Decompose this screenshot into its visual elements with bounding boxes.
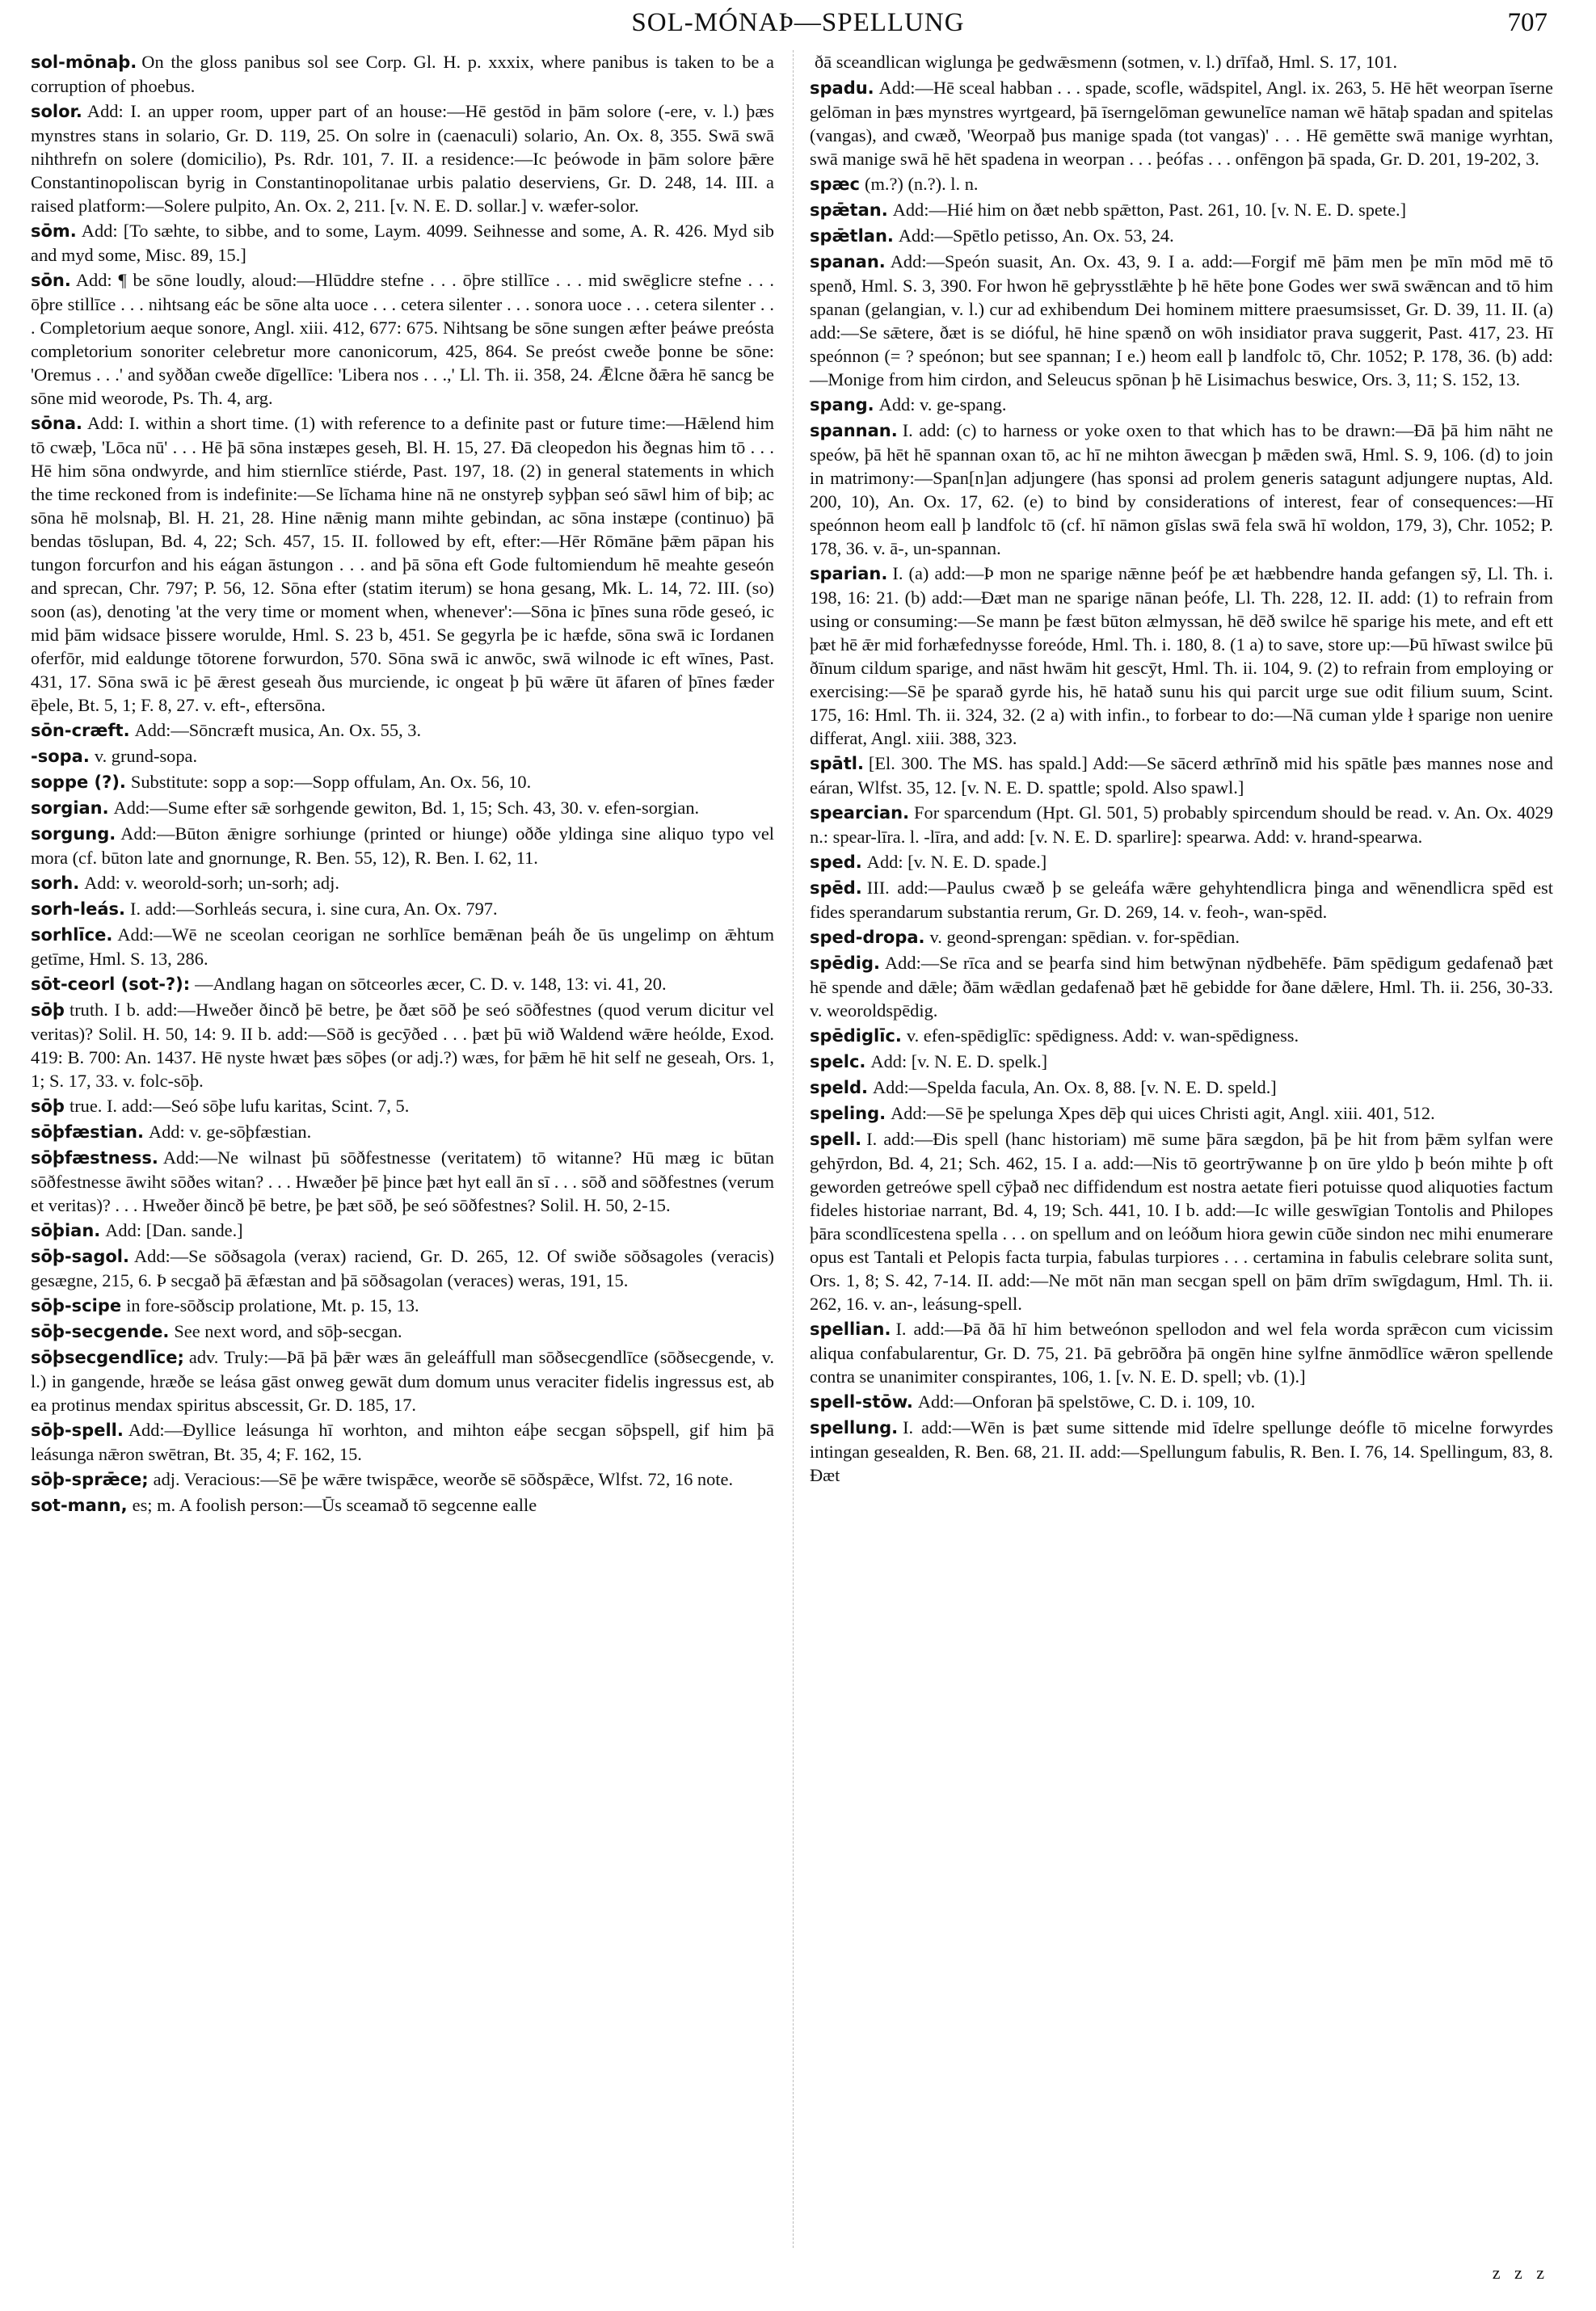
entry-text: in fore-sōðscip prolatione, Mt. p. 15, 13. bbox=[126, 1295, 419, 1315]
entry-text: Add:—Spētlo petisso, An. Ox. 53, 24. bbox=[898, 225, 1174, 246]
entry-text: I. add:—Sorhleás secura, i. sine cura, An. Ox. 797. bbox=[130, 899, 498, 919]
entry-text: Add: v. ge-spang. bbox=[878, 394, 1007, 415]
entry-headword: sōþsecgendlīce; bbox=[31, 1348, 184, 1367]
entry-text: I. add: (c) to harness or yoke oxen to that which has to be drawn:—Ðā þā him nāht ne speów, þā hēt hē spannan oxan tō, ac hī ne mihton āwecgan þ mǣden swā, Hml. S. 9, 106. (d) to join in matrimony:—Span[n]an adjungere (has sponsi ad prolem generis satagunt adjungere nuptas, Ald. 200, 10), An. Ox. 17, 62. (e) to bind by considerations of interest, fear of consequences:—Hī speónnon heom eall þ landfolc tō (cf. hī nāmon gīslas swā fela swā hī woldon, 179, 3), Chr. 1052; P. 178, 36. v. ā-, un-spannan. bbox=[810, 420, 1553, 558]
dictionary-entry bbox=[31, 268, 774, 410]
right-column bbox=[810, 50, 1553, 1488]
dictionary-entry bbox=[31, 897, 774, 921]
entry-headword: spēd. bbox=[810, 878, 862, 898]
dictionary-entry bbox=[31, 1418, 774, 1466]
entry-text: Add:—Se sōðsagola (verax) raciend, Gr. D. 265, 12. Of swiðe sōðsagoles (veracis) gesægne, 215, 6. Þ secgað þā ǣfæstan and þā sōðsagolan (veraces) weras, 191, 15. bbox=[31, 1246, 774, 1290]
entry-text: v. efen-spēdiglīc: spēdigness. Add: v. wan-spēdigness. bbox=[906, 1025, 1299, 1046]
entry-text: es; m. A foolish person:—Ūs sceamað tō segcenne ealle bbox=[132, 1495, 537, 1515]
entry-headword: spēdiglīc. bbox=[810, 1026, 902, 1046]
dictionary-entry bbox=[31, 1493, 774, 1518]
entry-text: Add:—Ðyllice leásunga hī worhton, and mihton eáþe secgan sōþspell, gif him þā leásunga nǣron swētran, Bt. 35, 4; F. 162, 15. bbox=[31, 1420, 774, 1464]
entry-text: Add:—Hié him on ðæt nebb spǣtton, Past. 261, 10. [v. N. E. D. spete.] bbox=[892, 200, 1407, 220]
entry-text: true. I. add:—Seó sōþe lufu karitas, Scint. 7, 5. bbox=[69, 1096, 410, 1116]
entry-text: Add:—Sume efter sǣ sorhgende gewiton, Bd. 1, 15; Sch. 43, 30. v. efen-sorgian. bbox=[113, 798, 700, 818]
dictionary-entry bbox=[810, 419, 1553, 560]
entry-text: I. add:—Þā ðā hī him betweónon spellodon and wel fela worda sprǣcon cum vicissim aliqua confabularentur, Gr. D. 75, 21. Þā gebrōðra þā ongēn hine sylfne ānmōdlīce wǣron spellende contra se unanimiter conspirantes, 106, 1. [v. N. E. D. spell; vb. (1).] bbox=[810, 1319, 1553, 1387]
dictionary-entry bbox=[31, 770, 774, 794]
entry-headword: sol-mōnaþ. bbox=[31, 53, 137, 72]
entry-headword: spellung. bbox=[810, 1418, 899, 1438]
entry-text: Add:—Onforan þā spelstōwe, C. D. i. 109, 10. bbox=[917, 1391, 1256, 1412]
entry-text: Add: v. weorold-sorh; un-sorh; adj. bbox=[84, 873, 339, 893]
entry-text: Add:—Wē ne sceolan ceorigan ne sorhlīce bemǣnan þeáh ðe ūs ungelimp on ǣhtum getīme, Hml. S. 13, 286. bbox=[31, 924, 774, 969]
entry-headword: spang. bbox=[810, 395, 874, 415]
entry-text: I. add:—Ðis spell (hanc historiam) mē sume þāra sægdon, þā þe hit from þǣm sylfan were gehȳrdon, Bd. 4, 21; Sch. 462, 15. I a. add:—Nis tō geortrȳwanne þ on ūre yldo þ beón mihte þ oft geworden getreówe spell cȳþað nec diffidendum est nostra aetate fieri potuisse quod aliquoties factum fideles historiae narrant, Bd. 4, 19; Sch. 441, 10. I b. add:—Ic wille geswīgian Tontolis and Philopes þāra scondlīcestena spella . . . on spellum and on leóðum hiora gewin cūðe sindon nec mihi enumerare opus est Tantali et Pelopis facta turpia, fabulas turpiores . . . certamina in fabulis celebrare solita sunt, Ors. 1, 8; S. 42, 7-14. II. add:—Ne mōt nān man secgan spell on þām drīm swīgdagum, Hml. Th. ii. 262, 16. v. an-, leásung-spell. bbox=[810, 1129, 1553, 1314]
dictionary-entry bbox=[810, 850, 1553, 874]
entry-headword: spearcian. bbox=[810, 803, 910, 823]
entry-text: v. geond-sprengan: spēdian. v. for-spēdian. bbox=[929, 927, 1240, 947]
entry-text: (m.?) (n.?). l. n. bbox=[865, 174, 979, 194]
entry-headword: spadu. bbox=[810, 78, 874, 98]
dictionary-entry bbox=[810, 751, 1553, 799]
entry-headword: sōþ bbox=[31, 1000, 65, 1020]
dictionary-entry bbox=[810, 925, 1553, 949]
dictionary-entry bbox=[31, 923, 774, 970]
dictionary-entry bbox=[31, 871, 774, 895]
entry-text: Add: I. within a short time. (1) with reference to a definite past or future time:—Hǣlend him tō cwæþ, 'Lōca nū' . . . Hē þā sōna instæpes geseh, Bl. H. 15, 27. Ðā cleopedon his ðegnas him tō . . . Hē him sōna ondwyrde, and him stiernlīce stiérde, Past. 197, 18. (2) in general statements in which the time reckoned from is indefinite:—Se līchama hine nā ne onstyreþ syþþan seó sāwl him of biþ; ac sōna hē molsnaþ, Bl. H. 21, 28. Hine nǣnig mann mihte gebindan, ac sōna instæpe (continuo) þā bendas tōslupan, Bd. 4, 22; Sch. 457, 15. II. followed by eft, efter:—Hēr Rōmāne þǣm pāpan his tungon forcurfon and his eágan āstungon . . . and þā sōna eft Gode fultomiendum hē meahte geseón and sprecan, Chr. 797; P. 56, 12. Sōna efter (statim iterum) se hona gesang, Mk. L. 14, 72. III. (so) soon (as), denoting 'at the very time or moment when, whenever':—Sōna ic þīnes suna rōde geseó, ic mid þām widsace þissere worulde, Hml. S. 23 b, 451. Se gegyrla þe ic hæfde, sōna swā ic Iordanen oferfōr, mid ealdunge tōtorene forwurdon, 570. Sōna swā ic anwōc, swā wilnode ic eft wīnes, Past. 431, 17. Sōna swā ic þē ǣrest geseah ðus murciende, ic ongeat þ þū wǣre ūt āfaren of þīnes fæder ēþele, Bt. 5, 1; F. 8, 27. v. eft-, eftersōna. bbox=[31, 413, 774, 715]
entry-text: Add: [v. N. E. D. spade.] bbox=[866, 852, 1047, 872]
dictionary-entry bbox=[31, 1094, 774, 1118]
entry-text: III. add:—Paulus cwæð þ se geleáfa wǣre gehyhtendlicra þinga and wēnendlicra spēd est fides sperandarum substantia rerum, Gr. D. 269, 14. v. feoh-, wan-spēd. bbox=[810, 878, 1553, 922]
dictionary-entry bbox=[31, 1244, 774, 1292]
dictionary-entry bbox=[810, 1076, 1553, 1100]
dictionary-entry bbox=[810, 562, 1553, 750]
entry-headword: spæc bbox=[810, 175, 860, 194]
entry-text: Add:—Speón suasit, An. Ox. 43, 9. I a. add:—Forgif mē þām men þe mīn mōd mē tō spenð, Hml. S. 3, 390. For hwon hē geþrysstlǣhte þ hē hēte þone Godes wer swā swǣncan and tō him spanan (gelangian, v. l.) cur ad exhibendum Dei hominem mittere praesumsisset, Gr. D. 39, 11. II. (a) add:—Se sǣtere, ðæt is se dióful, hē hine spænð on wōh insidiator prava suggerit, Past. 417, 23. Hī speónnon (= ? speónon; but see spannan; I e.) heom eall þ landfolc tō, Chr. 1052; P. 178, 36. (b) add:—Monige from him cirdon, and Seleucus spōnan þ hē Lisimachus beswice, Ors. 3, 11; S. 152, 13. bbox=[810, 251, 1553, 389]
entry-headword: sōna. bbox=[31, 414, 83, 433]
entry-headword: sōn-cræft. bbox=[31, 721, 130, 740]
dictionary-entry bbox=[31, 1320, 774, 1344]
entry-headword: sōþian. bbox=[31, 1221, 101, 1240]
entry-headword: sōt-ceorl (sot-?): bbox=[31, 974, 191, 994]
dictionary-entry bbox=[31, 972, 774, 996]
entry-text: Add:—Se rīca and se þearfa sind him betwȳnan nȳdbehēfe. Þām spēdigum gedafenað þæt hē spende and dǣle; ðām wǣdlan gedafenað þæt hē gebidde for ðane dǣlere, Hml. Th. ii. 256, 30-33. v. weoroldspēdig. bbox=[810, 953, 1553, 1021]
dictionary-entry bbox=[31, 99, 774, 217]
entry-text: adv. Truly:—Þā þā þǣr wæs ān geleáffull man sōðsecgendlīce (sōðsecgende, v. l.) in gangende, hræðe se leása gāst onweg gewāt dum domum unus veraciter fidelis ingressus est, ab ea protinus mendax spiritus abscessit, Gr. D. 185, 17. bbox=[31, 1347, 774, 1415]
dictionary-entry bbox=[31, 744, 774, 768]
entry-headword: spanan. bbox=[810, 252, 886, 272]
entry-text: Add: [Dan. sande.] bbox=[105, 1220, 243, 1240]
dictionary-entry bbox=[810, 801, 1553, 848]
entry-headword: sped. bbox=[810, 852, 862, 872]
entry-headword: speld. bbox=[810, 1078, 868, 1097]
running-title: SOL-MÓNAÞ—SPELLUNG bbox=[631, 8, 965, 37]
dictionary-entry bbox=[31, 50, 774, 98]
entry-headword: sōþ-sprǣce; bbox=[31, 1470, 149, 1489]
dictionary-entry bbox=[810, 1390, 1553, 1414]
entry-text: I. add:—Wēn is þæt sume sittende mid īdelre spellunge deófle tō micelne forwyrdes intingan gesealden, R. Ben. 68, 21. II. add:—Spellungum fabulis, R. Ben. I. 76, 14. Spellingum, 83, 8. Ðæt bbox=[810, 1417, 1553, 1485]
dictionary-entry bbox=[31, 1219, 774, 1243]
entry-headword: sorh. bbox=[31, 873, 80, 893]
dictionary-entry bbox=[31, 1146, 774, 1217]
entry-text: Add:—Sē þe spelunga Xpes dēþ qui uices Christi agit, Angl. xiii. 401, 512. bbox=[891, 1103, 1435, 1123]
entry-text: Add: v. ge-sōþfæstian. bbox=[148, 1122, 312, 1142]
dictionary-entry bbox=[31, 1345, 774, 1416]
entry-headword: solor. bbox=[31, 102, 82, 121]
dictionary-entry bbox=[810, 1317, 1553, 1388]
entry-headword: spātl. bbox=[810, 754, 864, 773]
entry-headword: spēdig. bbox=[810, 953, 881, 973]
dictionary-entry bbox=[810, 876, 1553, 924]
entry-headword: spell-stōw. bbox=[810, 1392, 913, 1412]
entry-text: Substitute: sopp a sop:—Sopp offulam, An. Ox. 56, 10. bbox=[130, 772, 532, 792]
signature-mark: z z z bbox=[1492, 2263, 1549, 2283]
dictionary-entry bbox=[810, 393, 1553, 417]
dictionary-entry bbox=[31, 718, 774, 743]
dictionary-entry bbox=[810, 1024, 1553, 1048]
entry-headword: spǣtlan. bbox=[810, 226, 894, 246]
entry-text: Add: I. an upper room, upper part of an house:—Hē gestōd in þām solore (-ere, v. l.) þæs mynstres stans in solario, Gr. D. 119, 25. On solre in (caenaculi) solario, An. Ox. 8, 355. Swā swā nihthrefn on solere (domicilio), Ps. Rdr. 101, 7. II. a residence:—Ic þeówode in þām solore þǣre Constantinopoliscan byrig in Constantinopolitanae urbis palatio deserviens, Gr. D. 248, 14. III. a raised platform:—Solere pulpito, An. Ox. 2, 211. [v. N. E. D. sollar.] v. wæfer-solor. bbox=[31, 101, 774, 216]
entry-text: Add: [v. N. E. D. spelk.] bbox=[870, 1051, 1048, 1071]
entry-headword: spǣtan. bbox=[810, 200, 888, 220]
entry-text: On the gloss panibus sol see Corp. Gl. H. p. xxxix, where panibus is taken to be a corruption of phoebus. bbox=[31, 52, 774, 96]
entry-text: —Andlang hagan on sōtceorles æcer, C. D. v. 148, 13: vi. 41, 20. bbox=[195, 974, 667, 994]
entry-text: Add:—Hē sceal habban . . . spade, scofle, wādspitel, Angl. ix. 263, 5. Hē hēt weorpan īserne gelōman in þæs mynstres wyrtgeard, þā īserngelōman gewunelīce naman wē hātaþ spadan and spitelas (vangas), and cwæð, 'Weorpað þus manige spada (tot vangas)' . . . Hē gemētte swā manige wyrhtan, swā manige swā hē hēt spadena in weorpan . . . þeófas . . . onfēngon þā spada, Gr. D. 201, 19-202, 3. bbox=[810, 78, 1553, 169]
dictionary-entry bbox=[810, 172, 1553, 196]
entry-text: ðā sceandlican wiglunga þe gedwǣsmenn (sotmen, v. l.) drīfað, Hml. S. 17, 101. bbox=[815, 52, 1398, 72]
dictionary-entry bbox=[31, 219, 774, 267]
entry-headword: spannan. bbox=[810, 421, 898, 440]
dictionary-entry bbox=[810, 1101, 1553, 1126]
entry-headword: sōþfæstness. bbox=[31, 1148, 158, 1168]
entry-text: truth. I b. add:—Hweðer ðincð þē betre, þe ðæt sōð þe seó sōðfestnes (quod verum dicitur vel veritas)? Solil. H. 50, 14: 9. II b. add:—Sōð is gecȳðed . . . þæt þū wið Waldend wǣre heólde, Exod. 419: B. 700: An. 1437. Hē nyste hwæt þæs sōþes (or adj.?) wæs, for þǣm hē hit self ne geseah, Ors. 1, 1; S. 17, 33. v. folc-sōþ. bbox=[31, 1000, 774, 1091]
entry-text: Add:—Ne wilnast þū sōðfestnesse (veritatem) tō witanne? Hū mæg ic būtan sōðfestnesse āwiht sōðes witan? . . . Hwæðer þē þince þæt hyt eall ān sī . . . sōð and sōðfestnes (verum et veritas)? . . . Hweðer ðincð þē betre, þe þæt sōð, þe seó sōðfestnes? Solil. H. 50, 2-15. bbox=[31, 1147, 774, 1215]
left-column bbox=[31, 50, 774, 1519]
entry-headword: sōþ bbox=[31, 1097, 65, 1116]
column-divider bbox=[793, 50, 794, 2248]
dictionary-entry bbox=[810, 76, 1553, 170]
entry-headword: soppe (?). bbox=[31, 772, 126, 792]
entry-text: Add: ¶ be sōne loudly, aloud:—Hlūddre stefne . . . ōþre stillīce . . . mid swēglicre stefne . . . ōþre stillīce . . . nihtsang eác be sōne alta uoce . . . cetera silenter . . . sonora uoce . . . cetera silenter . . . Completorium aeque sonore, Angl. xiii. 412, 677: 675. Nihtsang be sōne sungen æfter þeáwe preósta completorium sonoriter celebretur more canonicorum, 425, 864. Se preóst cweðe þonne be sōne: 'Oremus . . .' and syððan cweðe dīgellīce: 'Libera nos . . .,' Ll. Th. ii. 358, 24. Ǣlcne ðǣra hē sancg be sōne mid weorode, Ps. Th. 4, arg. bbox=[31, 270, 774, 408]
dictionary-entry bbox=[810, 224, 1553, 248]
entry-headword: sōþfæstian. bbox=[31, 1122, 144, 1142]
entry-text: [El. 300. The MS. has spald.] Add:—Se sācerd æthrīnð mid his spātle þæs mannes nose and eáran, Wlfst. 35, 12. [v. N. E. D. spattle; spold. Also spawl.] bbox=[810, 753, 1553, 798]
entry-text: Add: [To sæhte, to sibbe, and to some, Laym. 4099. Seihnesse and some, A. R. 426. Myd sib and myd some, Misc. 89, 15.] bbox=[31, 221, 774, 265]
entry-headword: sōn. bbox=[31, 271, 71, 290]
entry-headword: sōþ-sagol. bbox=[31, 1247, 129, 1266]
entry-headword: sorh-leás. bbox=[31, 899, 126, 919]
dictionary-entry bbox=[31, 1294, 774, 1318]
dictionary-entry bbox=[31, 411, 774, 717]
entry-text: Add:—Būton ǣnigre sorhiunge (printed or hiunge) oððe yldinga sine aliquo typo vel mora (cf. būton late and gnornunge, R. Ben. 55, 12), R. Ben. I. 62, 11. bbox=[31, 823, 774, 868]
entry-text: adj. Veracious:—Sē þe wǣre twispǣce, weorðe sē sōðspǣce, Wlfst. 72, 16 note. bbox=[153, 1469, 734, 1489]
dictionary-entry bbox=[810, 1050, 1553, 1074]
entry-headword: sparian. bbox=[810, 564, 888, 583]
entry-text: For sparcendum (Hpt. Gl. 501, 5) probably spircendum should be read. v. An. Ox. 4029 n.: spear-līra. l. -līra, and add: [v. N. E. D. sparlire]: spearwa. Add: v. hrand-spearwa. bbox=[810, 802, 1553, 847]
dictionary-entry bbox=[810, 951, 1553, 1022]
entry-text: Add:—Sōncræft musica, An. Ox. 55, 3. bbox=[134, 720, 422, 740]
dictionary-entry bbox=[31, 796, 774, 820]
page-header bbox=[48, 8, 1548, 40]
entry-headword: sōm. bbox=[31, 221, 77, 241]
entry-headword: sot-mann, bbox=[31, 1496, 128, 1515]
dictionary-entry bbox=[810, 1416, 1553, 1487]
entry-headword: sōþ-spell. bbox=[31, 1421, 124, 1440]
entry-headword: spelc. bbox=[810, 1052, 866, 1071]
entry-headword: -sopa. bbox=[31, 747, 90, 766]
dictionary-entry bbox=[810, 50, 1553, 74]
dictionary-entry bbox=[31, 998, 774, 1092]
dictionary-entry bbox=[31, 822, 774, 869]
dictionary-entry bbox=[810, 1127, 1553, 1315]
dictionary-entry bbox=[810, 198, 1553, 222]
dictionary-entry bbox=[31, 1120, 774, 1144]
entry-text: I. (a) add:—Þ mon ne sparige nǣnne þeóf þe æt hæbbendre handa gefangen sȳ, Ll. Th. i. 198, 16: 21. (b) add:—Ðæt man ne sparige nānan þeófe, Ll. Th. 228, 12. II. add: (1) to refrain from using or consuming:—Se mann þe fæst būton ælmyssan, hē dēð swilce hē sparige his mete, and eft ett þæt hē ǣr mid forhæfednysse foreóde, Hml. Th. i. 180, 8. (1 a) to save, store up:—Þū hīwast swilce þū ðīnum cildum sparige, and nāst hwām hit gescȳt, Hml. Th. ii. 104, 9. (2) to refrain from employing or exercising:—Sē þe sparað gyrde his, hē hatað sunu his qui parcit urge sue odit filium suum, Scint. 175, 16: Hml. Th. ii. 324, 32. (2 a) with infin., to forbear to do:—Nā cuman ylde ł sparige non uenire differat, Angl. xiii. 388, 323. bbox=[810, 563, 1553, 748]
entry-headword: sōþ-scipe bbox=[31, 1296, 122, 1315]
entry-headword: spell. bbox=[810, 1130, 862, 1149]
entry-headword: sorgung. bbox=[31, 824, 116, 844]
entry-headword: sōþ-secgende. bbox=[31, 1322, 170, 1341]
entry-text: Add:—Spelda facula, An. Ox. 8, 88. [v. N. E. D. speld.] bbox=[872, 1077, 1277, 1097]
entry-headword: sorgian. bbox=[31, 798, 109, 818]
entry-text: v. grund-sopa. bbox=[94, 746, 198, 766]
page-number: 707 bbox=[1507, 8, 1548, 37]
entry-headword: sped-dropa. bbox=[810, 928, 925, 947]
entry-headword: sorhlīce. bbox=[31, 925, 113, 945]
entry-text: See next word, and sōþ-secgan. bbox=[174, 1321, 402, 1341]
entry-headword: spellian. bbox=[810, 1320, 891, 1339]
dictionary-entry bbox=[31, 1467, 774, 1492]
entry-headword: speling. bbox=[810, 1104, 886, 1123]
dictionary-entry bbox=[810, 250, 1553, 391]
